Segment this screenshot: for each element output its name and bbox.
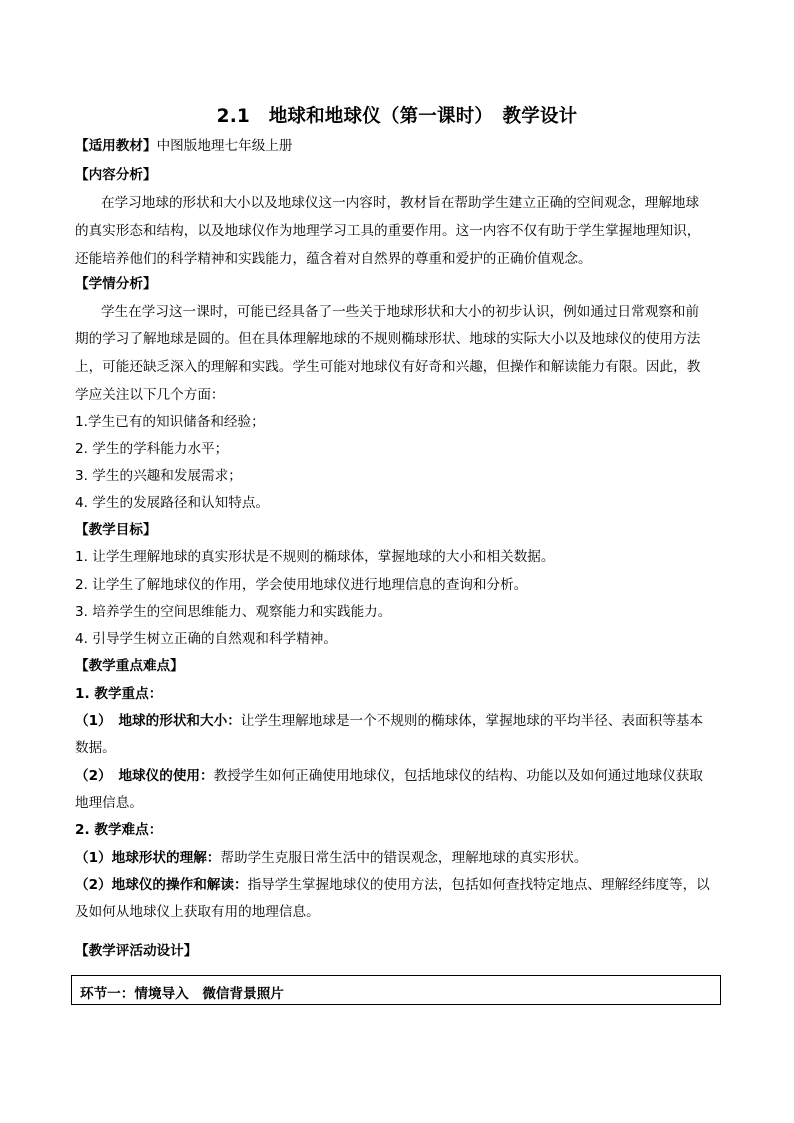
- objective-item: 1. 让学生理解地球的真实形状是不规则的椭球体，掌握地球的大小和相关数据。: [75, 549, 555, 565]
- focus-item-cont: 数据。: [75, 740, 116, 756]
- difficulty-item: [75, 876, 725, 894]
- difficulty-item-cont: 及如何从地球仪上获取有用的地理信息。: [75, 904, 320, 920]
- activity-step-title: 环节一：情境导入 微信背景照片: [80, 986, 284, 1002]
- learner-item: 3. 学生的兴趣和发展需求；: [75, 468, 242, 484]
- content-analysis-line: 的真实形态和结构，以及地球仪作为地理学习工具的重要作用。这一内容不仅有助于学生掌握地理知识，: [75, 223, 701, 239]
- material-label: 【适用教材】: [75, 138, 157, 154]
- focus-item-label: （1） 地球的形状和大小：: [75, 713, 241, 729]
- learner-analysis-line: 期的学习了解地球是圆的。但在具体理解地球的不规则椭球形状、地球的实际大小以及地球仪的使用方法: [75, 331, 701, 347]
- learner-analysis-line: 上，可能还缺乏深入的理解和实践。学生可能对地球仪有好奇和兴趣，但操作和解读能力有限。因此，教: [75, 359, 701, 375]
- key-points-heading: 【教学重点难点】: [75, 658, 184, 674]
- focus-item: [75, 767, 725, 785]
- objectives-heading: 【教学目标】: [75, 522, 157, 538]
- content-analysis-heading: 【内容分析】: [75, 167, 157, 183]
- focus-item-text: 让学生理解地球是一个不规则的椭球体，掌握地球的平均半径、表面积等基本: [240, 713, 703, 729]
- learner-analysis-line: 学生在学习这一课时，可能已经具备了一些关于地球形状和大小的初步认识，例如通过日常观察和前: [101, 304, 700, 320]
- focus-title: 1. 教学重点：: [75, 686, 163, 702]
- learner-item: 4. 学生的发展路径和认知特点。: [75, 495, 270, 511]
- activity-heading: 【教学评活动设计】: [75, 943, 198, 959]
- difficulty-item-label: （2）地球仪的操作和解读：: [75, 877, 248, 893]
- focus-item: [75, 712, 725, 730]
- content-analysis-line: 在学习地球的形状和大小以及地球仪这一内容时，教材旨在帮助学生建立正确的空间观念，理解地球: [101, 195, 700, 211]
- learner-item: 2. 学生的学科能力水平；: [75, 441, 229, 457]
- material-line: [75, 137, 725, 155]
- objective-item: 4. 引导学生树立正确的自然观和科学精神。: [75, 631, 337, 647]
- material-value: 中图版地理七年级上册: [156, 138, 293, 154]
- difficulty-item: [75, 849, 725, 867]
- difficulty-item-text: 帮助学生克服日常生活中的错误观念，理解地球的真实形状。: [220, 850, 588, 866]
- document-title: 2.1 地球和地球仪（第一课时） 教学设计: [216, 106, 578, 127]
- learner-analysis-line: 学应关注以下几个方面：: [75, 387, 225, 403]
- focus-item-text: 教授学生如何正确使用地球仪，包括地球仪的结构、功能以及如何通过地球仪获取: [213, 768, 703, 784]
- activity-table: [71, 975, 721, 1005]
- learner-item: 1.学生已有的知识储备和经验；: [75, 414, 265, 430]
- objective-item: 3. 培养学生的空间思维能力、观察能力和实践能力。: [75, 604, 392, 620]
- objective-item: 2. 让学生了解地球仪的作用，学会使用地球仪进行地理信息的查询和分析。: [75, 577, 528, 593]
- focus-item-label: （2） 地球仪的使用：: [75, 768, 214, 784]
- content-analysis-line: 还能培养他们的科学精神和实践能力，蕴含着对自然界的尊重和爱护的正确价值观念。: [75, 251, 592, 267]
- difficulty-title: 2. 教学难点：: [75, 822, 163, 838]
- difficulty-item-text: 指导学生掌握地球仪的使用方法，包括如何查找特定地点、理解经纬度等，以: [247, 877, 710, 893]
- learner-analysis-heading: 【学情分析】: [75, 276, 157, 292]
- difficulty-item-label: （1）地球形状的理解：: [75, 850, 221, 866]
- focus-item-cont: 地理信息。: [75, 795, 143, 811]
